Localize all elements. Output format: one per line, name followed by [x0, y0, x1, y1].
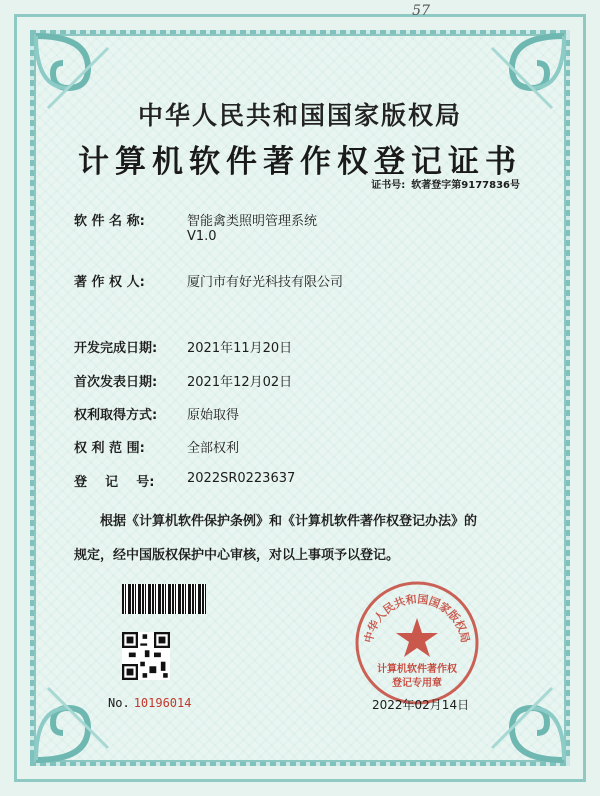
qr-code	[122, 632, 170, 680]
field-value-software-name: 智能禽类照明管理系统	[187, 214, 318, 229]
field-value-acquisition: 原始取得	[187, 408, 240, 423]
serial-number-label: No.	[108, 696, 130, 710]
field-value-owner: 厦门市有好光科技有限公司	[187, 275, 344, 290]
issuer-title: 中华人民共和国国家版权局	[137, 101, 462, 130]
field-value-publish-date: 2021年12月02日	[187, 375, 293, 390]
field-value-scope: 全部权利	[187, 441, 240, 456]
seal-inner-line-2: 登记专用章	[392, 678, 442, 689]
certificate-number-label: 证书号:	[371, 180, 406, 191]
field-label-publish-date: 首次发表日期:	[74, 375, 158, 390]
field-value-registration-no: 2022SR0223637	[187, 471, 296, 486]
field-value-software-version: V1.0	[187, 229, 217, 244]
seal-inner-line-1: 计算机软件著作权	[377, 664, 457, 675]
field-label-owner: 著 作 权 人:	[74, 275, 145, 290]
certificate-number	[365, 176, 520, 191]
handwritten-note: 57	[412, 3, 430, 19]
field-label-software-name: 软 件 名 称:	[74, 214, 145, 229]
field-value-completion-date: 2021年11月20日	[187, 341, 293, 356]
body-text-line-1: 根据《计算机软件保护条例》和《计算机软件著作权登记办法》的	[100, 514, 478, 529]
certificate-number-value: 软著登字第9177836号	[411, 180, 520, 191]
issue-date: 2022年02月14日	[372, 698, 470, 712]
field-label-completion-date: 开发完成日期:	[74, 341, 158, 356]
body-text-line-2: 规定，经中国版权保护中心审核，对以上事项予以登记。	[74, 548, 400, 563]
certificate-title: 计算机软件著作权登记证书	[78, 144, 522, 180]
field-label-scope: 权 利 范 围:	[74, 441, 145, 456]
seal-ring-text: 中华人民共和国国家版权局	[362, 592, 472, 645]
serial-number-value: 10196014	[133, 696, 192, 710]
seal-star-icon	[396, 618, 438, 657]
serial-number	[108, 696, 191, 710]
barcode	[122, 584, 206, 614]
field-label-registration-no: 登 记 号:	[74, 475, 155, 490]
field-label-acquisition: 权利取得方式:	[74, 408, 158, 423]
